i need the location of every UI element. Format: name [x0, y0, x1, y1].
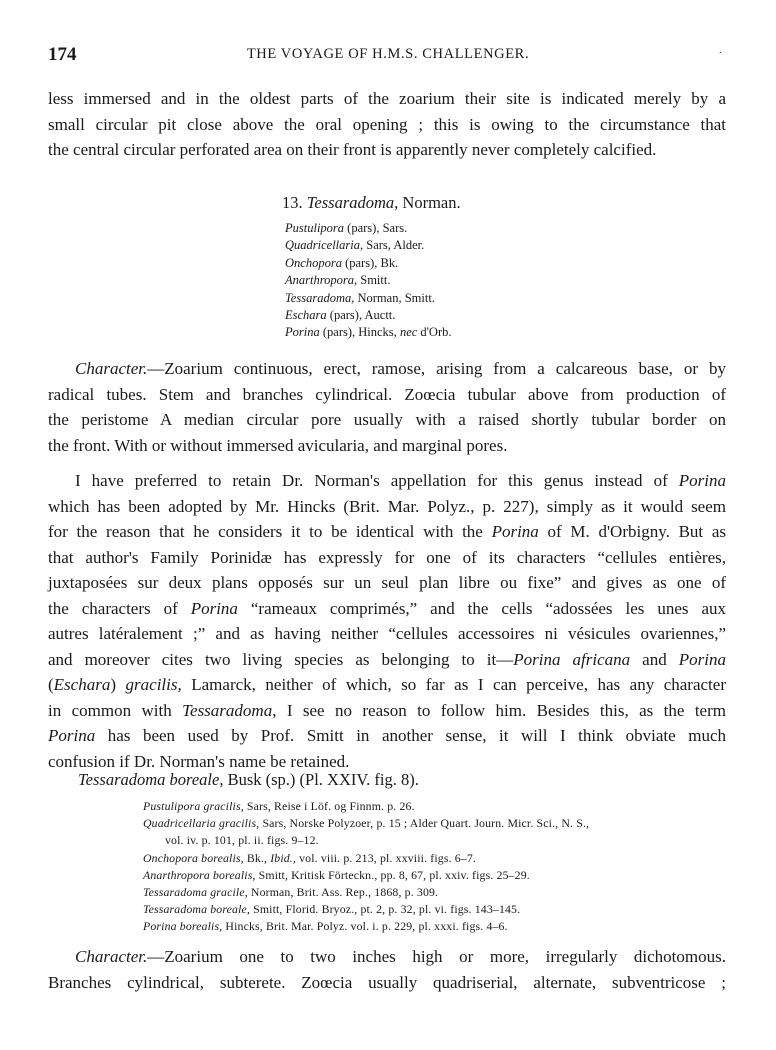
text-line: radical tubes. Stem and branches cylindrical. Zoœcia tubular above from production of [48, 384, 726, 404]
text-line: confusion if Dr. Norman's name be retained. [48, 751, 350, 771]
synonym-item: Onchopora (pars), Bk. [285, 255, 399, 270]
genus-number: 13. [282, 193, 303, 212]
text-line: the central circular perforated area on their front is apparently never completely calcified. [48, 140, 657, 159]
synonym-item: Quadricellaria, Sars, Alder. [285, 238, 425, 253]
text-line: less immersed and in the oldest parts of the zoarium their site is indicated merely by a [48, 89, 726, 108]
synonym-item: Porina (pars), Hincks, nec d'Orb. [285, 325, 452, 340]
genus-heading [282, 193, 461, 213]
synonym-item: Anarthropora, Smitt. [285, 273, 391, 288]
species-name: Tessaradoma boreale, [78, 770, 224, 789]
header-mark: · [718, 48, 722, 59]
text-line: the front. With or without immersed avicularia, and marginal pores. [48, 435, 508, 455]
text-line: (Eschara) gracilis, Lamarck, neither of which, so far as I can perceive, has any character [48, 675, 726, 694]
text-line: the characters of Porina “rameaux comprimés,” and the cells “adossées les unes aux [48, 598, 726, 618]
genus-name: Tessaradoma, [306, 193, 399, 212]
reference-item-continued: vol. iv. p. 101, pl. ii. figs. 9–12. [165, 833, 319, 848]
reference-item: Tessaradoma boreale, Smitt, Florid. Bryoz., pt. 2, p. 32, pl. vi. figs. 143–145. [143, 902, 521, 917]
reference-item: Porina borealis, Hincks, Brit. Mar. Polyz. vol. i. p. 229, pl. xxxi. figs. 4–6. [143, 919, 508, 934]
text-line: I have preferred to retain Dr. Norman's appellation for this genus instead of Porina [75, 471, 726, 490]
reference-item: Anarthropora borealis, Smitt, Kritisk Förteckn., pp. 8, 67, pl. xxiv. figs. 25–29. [143, 867, 530, 882]
reference-item: Quadricellaria gracilis, Sars, Norske Polyzoer, p. 15 ; Alder Quart. Journ. Micr. Sci., N. S., [143, 816, 590, 831]
reference-item: Onchopora borealis, Bk., Ibid., vol. viii. p. 213, pl. xxviii. figs. 6–7. [143, 850, 477, 865]
text-line: the peristome A median circular pore usually with a raised shortly tubular border on [48, 410, 726, 429]
text-line: and moreover cites two living species as belonging to it—Porina africana and Porina [48, 649, 726, 669]
text-line: autres latéralement ;” and as having neither “cellules accessoires ni vésicules ovariennes,” [48, 624, 726, 643]
species-character-paragraph [48, 944, 726, 995]
page-number: 174 [48, 44, 77, 65]
text-line: Character.—Zoarium one to two inches high or more, irregularly dichotomous. [75, 947, 726, 966]
character-label: Character. [75, 947, 148, 966]
reference-item: Pustulipora gracilis, Sars, Reise i Löf. og Finnm. p. 26. [143, 799, 415, 813]
species-heading [78, 770, 419, 790]
running-title: THE VOYAGE OF H.M.S. CHALLENGER. [246, 46, 530, 62]
discussion-paragraph [48, 468, 726, 774]
species-citation: Busk (sp.) (Pl. XXIV. fig. 8). [227, 770, 419, 789]
character-label: Character. [75, 359, 148, 378]
text-line: juxtaposées sur deux plans opposés sur un seul plan libre ou fixe” and gives as one of [48, 573, 726, 592]
genus-author: Norman. [402, 193, 461, 212]
synonym-item: Pustulipora (pars), Sars. [285, 221, 408, 235]
text-line: Character.—Zoarium continuous, erect, ramose, arising from a calcareous base, or by [75, 359, 726, 378]
text-line: in common with Tessaradoma, I see no reason to follow him. Besides this, as the term [48, 700, 726, 720]
synonym-list [285, 220, 452, 342]
text-line: small circular pit close above the oral opening ; this is owing to the circumstance that [48, 114, 726, 134]
text-line: Porina has been used by Prof. Smitt in another sense, it will I think obviate much [48, 726, 726, 745]
text-line: Branches cylindrical, subterete. Zoœcia usually quadriserial, alternate, subventricose ; [48, 972, 726, 992]
text-line: for the reason that he considers it to be identical with the Porina of M. d'Orbigny. But as [48, 522, 727, 541]
reference-list [143, 798, 723, 936]
page-header [48, 44, 728, 68]
reference-item: Tessaradoma gracile, Norman, Brit. Ass. Rep., 1868, p. 309. [143, 885, 439, 900]
synonym-item: Tessaradoma, Norman, Smitt. [285, 290, 435, 305]
text-line: which has been adopted by Mr. Hincks (Brit. Mar. Polyz., p. 227), simply as it would seem [48, 496, 726, 516]
text-line: that author's Family Porinidæ has expressly for one of its characters “cellules entières, [48, 547, 726, 567]
synonym-item: Eschara (pars), Auctt. [285, 308, 396, 323]
continued-paragraph [48, 86, 726, 163]
genus-character-paragraph [48, 356, 726, 458]
